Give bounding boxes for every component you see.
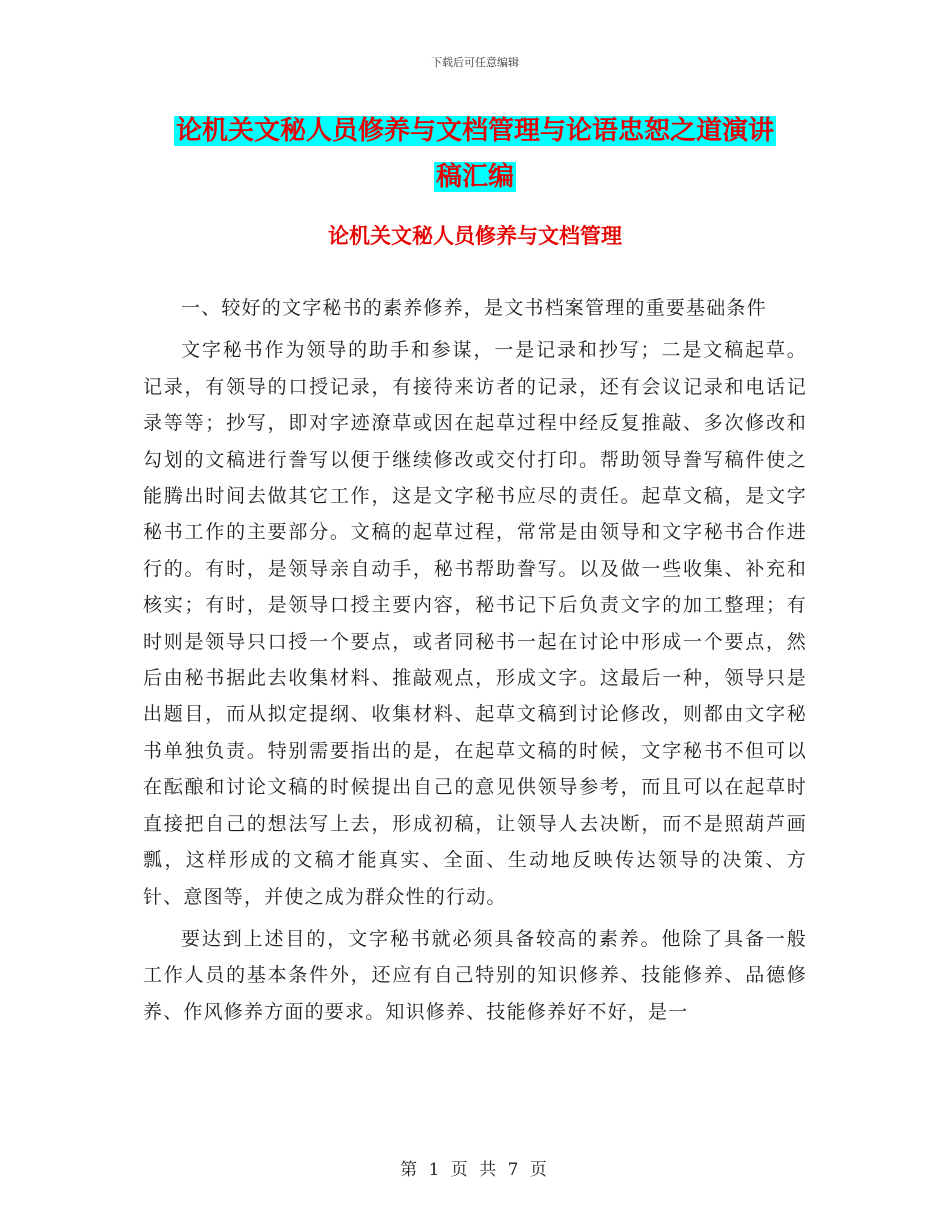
header-note: 下载后可任意编辑 (431, 56, 519, 69)
document-title-line1: 论机关文秘人员修养与文档管理与论语忠恕之道演讲 (175, 116, 774, 146)
paragraph: 要达到上述目的，文字秘书就必须具备较高的素养。他除了具备一般工作人员的基本条件外，还应有自己特别的知识修养、技能修养、品德修养、作风修养方面的要求。知识修养、技能修养好不好，是一 (143, 927, 807, 1023)
page-number: 第 1 页 共 7 页 (400, 1160, 550, 1180)
section-title: 论机关文秘人员修养与文档管理 (328, 224, 622, 248)
body-text (143, 290, 807, 1036)
document-title (143, 108, 807, 200)
paragraph: 一、较好的文字秘书的素养修养，是文书档案管理的重要基础条件 (181, 297, 767, 319)
document-title-line2: 稿汇编 (435, 162, 514, 192)
paragraph: 文字秘书作为领导的助手和参谋，一是记录和抄写；二是文稿起草。记录，有领导的口授记录，有接待来访者的记录，还有会议记录和电话记录等等；抄写，即对字迹潦草或因在起草过程中经反复推敲、多次修改和勾划的文稿进行誊写以便于继续修改或交付打印。帮助领导誊写稿件使之能腾出时间去做其它工作，这是文字秘书应尽的责任。起草文稿，是文字秘书工作的主要部分。文稿的起草过程，常常是由领导和文字秘书合作进行的。有时，是领导亲自动手，秘书帮助誊写。以及做一些收集、补充和核实；有时，是领导口授主要内容，秘书记下后负责文字的加工整理；有时则是领导只口授一个要点，或者同秘书一起在讨论中形成一个要点，然后由秘书据此去收集材料、推敲观点，形成文字。这最后一种，领导只是出题目，而从拟定提纲、收集材料、起草文稿到讨论修改，则都由文字秘书单独负责。特别需要指出的是，在起草文稿的时候，文字秘书不但可以在酝酿和讨论文稿的时候提出自己的意见供领导参考，而且可以在起草时直接把自己的想法写上去，形成初稿，让领导人去决断，而不是照葫芦画瓢，这样形成的文稿才能真实、全面、生动地反映传达领导的决策、方针、意图等，并使之成为群众性的行动。 (143, 339, 807, 908)
